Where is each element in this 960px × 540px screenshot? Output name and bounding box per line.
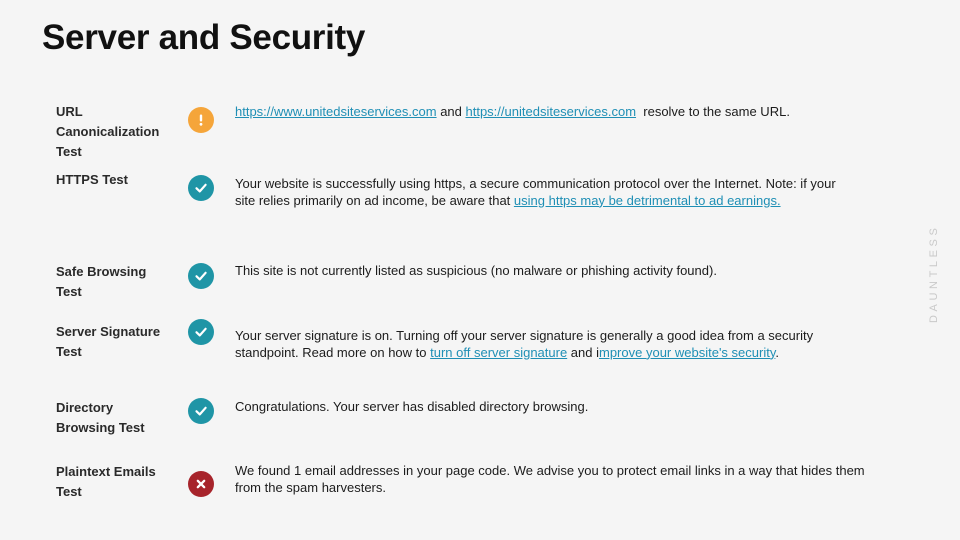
https-ad-earnings-link[interactable]: using https may be detrimental to ad earnings. <box>513 192 781 208</box>
exclamation-icon <box>194 113 208 127</box>
and-text: and i <box>567 344 599 360</box>
test-description <box>235 176 845 209</box>
test-description <box>235 328 850 361</box>
test-label: Safe Browsing Test <box>56 264 147 299</box>
check-icon <box>194 269 208 283</box>
test-label: Server Signature Test <box>56 324 161 359</box>
check-icon <box>194 181 208 195</box>
x-icon <box>194 477 208 491</box>
status-pass-badge <box>188 398 214 424</box>
and-text: and <box>436 104 466 119</box>
status-warning-badge <box>188 107 214 133</box>
test-description <box>235 104 885 121</box>
test-label: HTTPS Test <box>56 172 128 187</box>
url-link-www[interactable]: https://www.unitedsiteservices.com <box>235 104 437 119</box>
brand-watermark: DAUNTLESS <box>928 224 940 324</box>
status-fail-badge <box>188 471 214 497</box>
status-pass-badge <box>188 263 214 289</box>
test-label: Plaintext Emails Test <box>56 464 156 499</box>
check-icon <box>194 325 208 339</box>
improve-security-link[interactable]: mprove your website's security <box>599 344 776 360</box>
description-text: Your website is successfully using https, a secure communication protocol over the Internet. Note: if your site relies primarily on ad income, be aware that <box>235 176 836 208</box>
test-label: Directory Browsing Test <box>56 400 145 435</box>
description-text: Your server signature is on. Turning off your server signature is generally a good idea from a security standpoint. Read more on how to <box>235 328 814 360</box>
url-link-bare[interactable]: https://unitedsiteservices.com <box>465 104 637 119</box>
test-description: Congratulations. Your server has disabled directory browsing. <box>235 399 589 414</box>
status-pass-badge <box>188 319 214 345</box>
turn-off-server-signature-link[interactable]: turn off server signature <box>430 344 568 360</box>
check-icon <box>194 404 208 418</box>
test-description: We found 1 email addresses in your page code. We advise you to protect email links in a way that hides them from the spam harvesters. <box>235 463 865 495</box>
description-text: resolve to the same URL. <box>636 104 790 119</box>
period-text: . <box>775 344 779 360</box>
test-description: This site is not currently listed as suspicious (no malware or phishing activity found). <box>235 263 717 278</box>
page-title: Server and Security <box>42 18 366 57</box>
status-pass-badge <box>188 175 214 201</box>
test-label: URL Canonicalization Test <box>56 104 160 159</box>
